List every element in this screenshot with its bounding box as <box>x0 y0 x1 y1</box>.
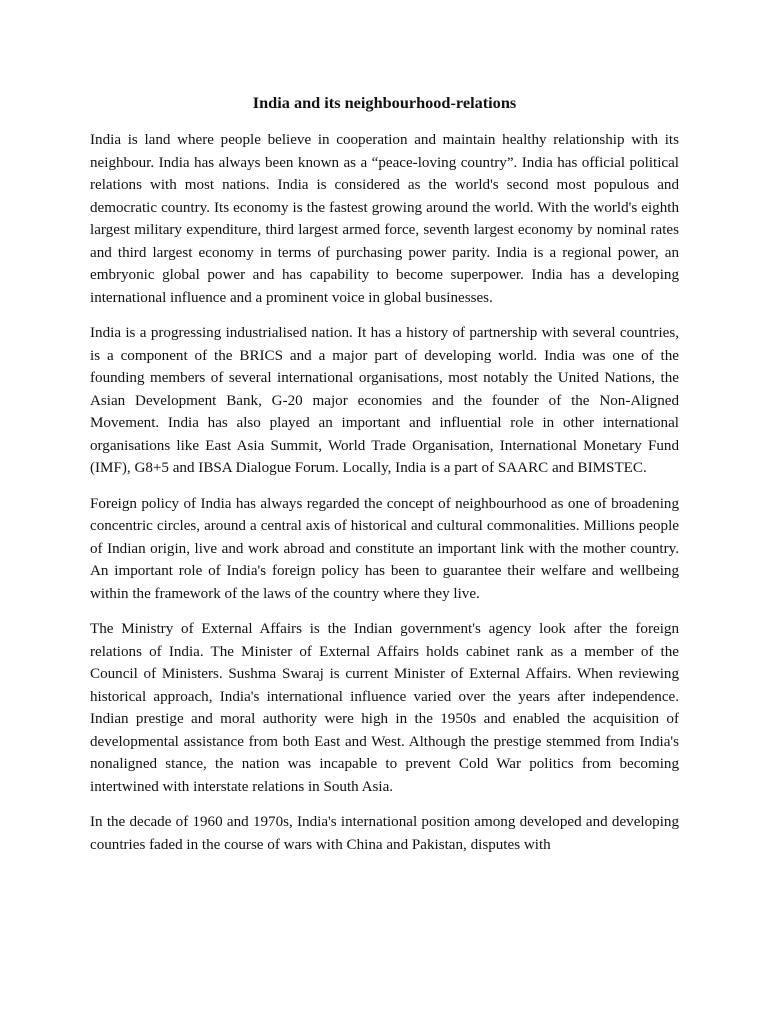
paragraph-5: In the decade of 1960 and 1970s, India's international position among developed and developing countries faded in the course of wars with China and Pakistan, disputes with <box>90 814 679 853</box>
document-body <box>90 93 679 869</box>
paragraph-3: Foreign policy of India has always regarded the concept of neighbourhood as one of broadening concentric circles, around a central axis of historical and cultural commonalities. Millions people of Indian origin, live and work abroad and constitute an important link with the mother country. An important role of India's foreign policy has been to guarantee their welfare and wellbeing within the framework of the laws of the country where they live. <box>90 495 679 602</box>
paragraph-4: The Ministry of External Affairs is the Indian government's agency look after the foreign relations of India. The Minister of External Affairs holds cabinet rank as a member of the Council of Ministers. Sushma Swaraj is current Minister of External Affairs. When reviewing historical approach, India's international influence varied over the years after independence. Indian prestige and moral authority were high in the 1950s and enabled the acquisition of developmental assistance from both East and West. Although the prestige stemmed from India's nonaligned stance, the nation was incapable to prevent Cold War politics from becoming intertwined with interstate relations in South Asia. <box>90 621 679 795</box>
document-title: India and its neighbourhood-relations <box>252 93 517 112</box>
paragraph-1: India is land where people believe in cooperation and maintain healthy relationship with its neighbour. India has always been known as a “peace-loving country”. India has official political relations with most nations. India is considered as the world's second most populous and democratic country. Its economy is the fastest growing around the world. With the world's eighth largest military expenditure, third largest armed force, seventh largest economy by nominal rates and third largest economy in terms of purchasing power parity. India is a regional power, an embryonic global power and has capability to become superpower. India has a developing international influence and a prominent voice in global businesses. <box>90 132 679 306</box>
paragraph-2: India is a progressing industrialised nation. It has a history of partnership with several countries, is a component of the BRICS and a major part of developing world. India was one of the founding members of several international organisations, most notably the United Nations, the Asian Development Bank, G-20 major economies and the founder of the Non-Aligned Movement. India has also played an important and influential role in other international organisations like East Asia Summit, World Trade Organisation, International Monetary Fund (IMF), G8+5 and IBSA Dialogue Forum. Locally, India is a part of SAARC and BIMSTEC. <box>90 325 679 476</box>
